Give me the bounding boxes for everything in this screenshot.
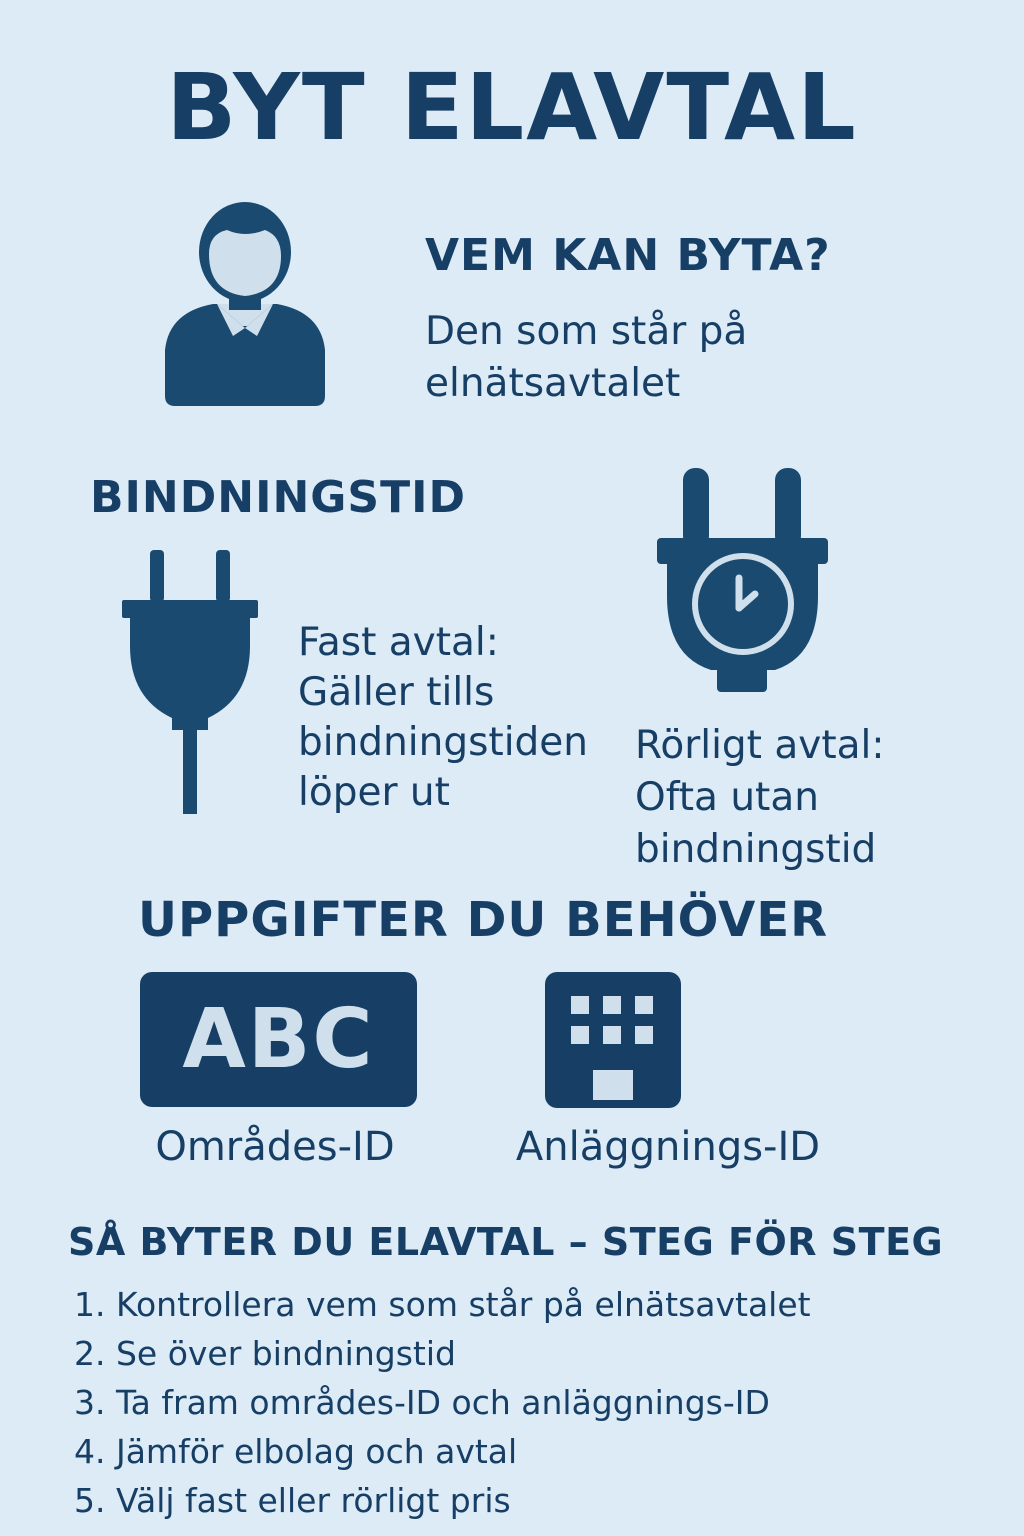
abc-badge-icon [140,972,417,1107]
who-text-line1: Den som står på [425,309,748,354]
page-title: BYT ELAVTAL [166,54,858,161]
details-heading: UPPGIFTER DU BEHÖVER [138,892,829,948]
steps-heading: SÅ BYTER DU ELAVTAL – STEG FÖR STEG [68,1220,944,1264]
steps-list [74,1280,811,1525]
who-heading: VEM KAN BYTA? [425,230,831,281]
variable-line2: bindningstid [635,827,877,872]
step-4: 4. Jämför elbolag och avtal [74,1432,518,1471]
who-text [425,306,747,410]
variable-label: Rörligt avtal: [635,723,885,768]
plug-clock-icon [655,466,830,694]
fixed-line3: löper ut [298,770,450,815]
abc-badge-text: ABC [182,992,375,1087]
who-text-line2: elnätsavtalet [425,361,681,406]
fixed-line1: Gäller tills [298,670,495,715]
variable-line1: Ofta utan [635,775,819,820]
step-5: 5. Välj fast eller rörligt pris [74,1481,511,1520]
step-3: 3. Ta fram områdes-ID och anläggnings-ID [74,1383,770,1422]
area-id-label: Områdes-ID [155,1124,395,1170]
fixed-label: Fast avtal: [298,620,499,665]
fixed-text [298,618,588,818]
step-1: 1. Kontrollera vem som står på elnätsavtalet [74,1285,811,1324]
person-icon [155,200,335,408]
building-icon [545,972,681,1108]
step-2: 2. Se över bindningstid [74,1334,456,1373]
facility-id-label: Anläggnings-ID [515,1124,821,1170]
plug-icon [120,548,260,816]
fixed-line2: bindningstiden [298,720,589,765]
binding-heading: BINDNINGSTID [90,472,466,523]
variable-text [635,720,885,876]
